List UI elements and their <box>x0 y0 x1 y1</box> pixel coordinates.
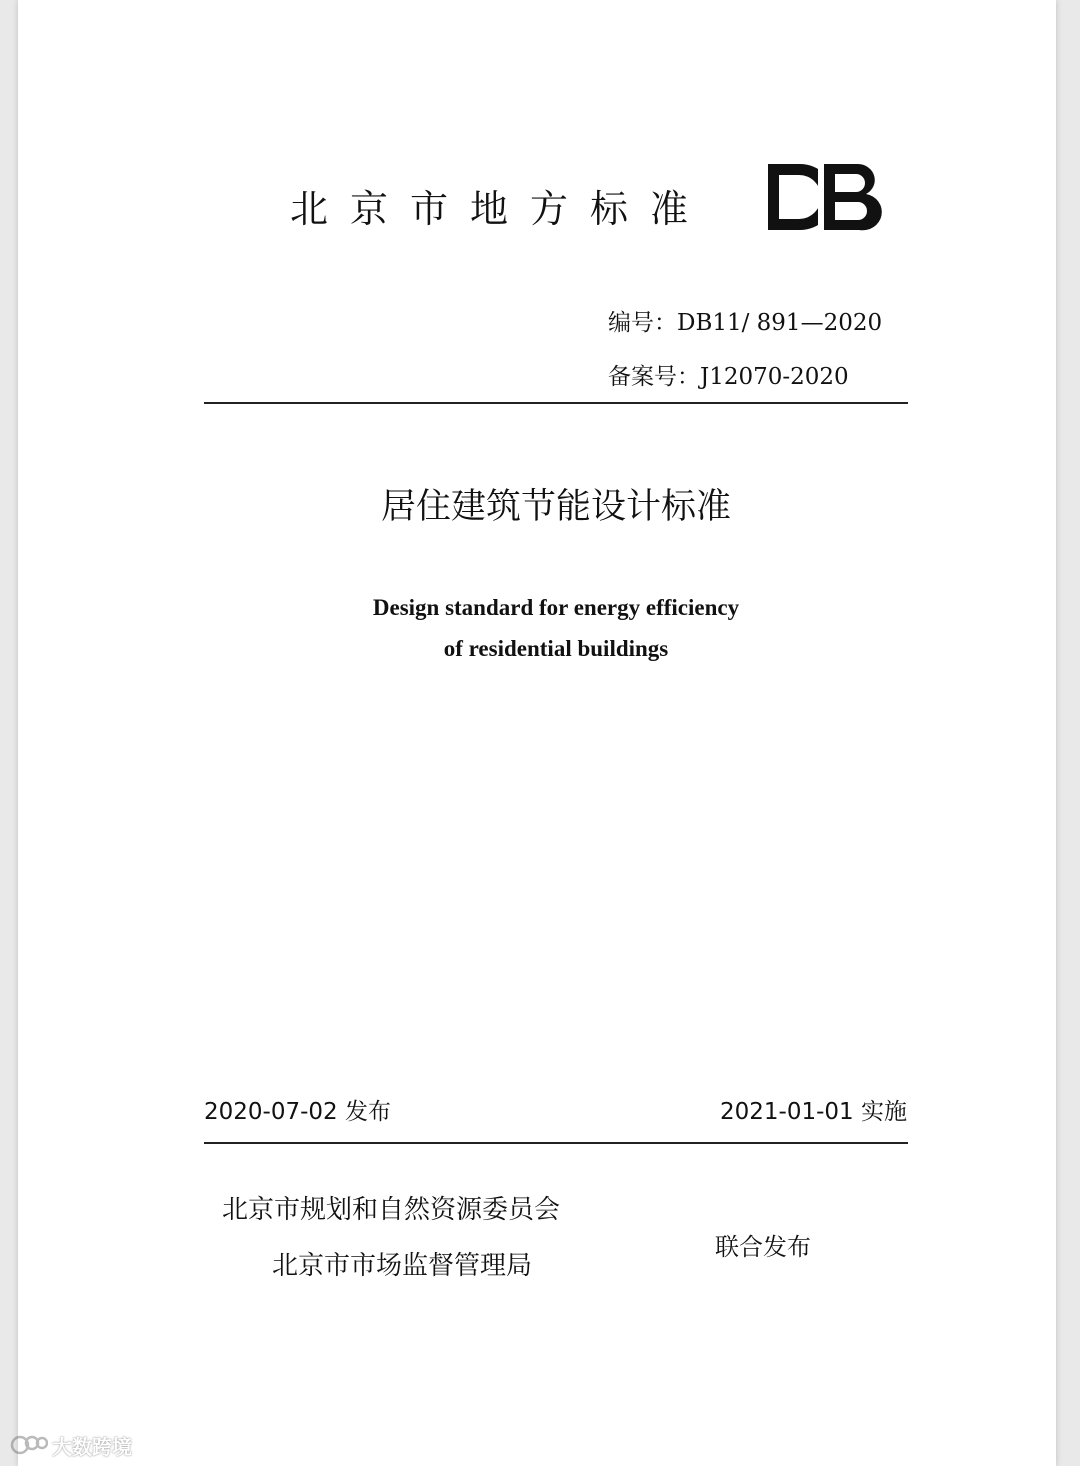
record-number <box>608 362 849 392</box>
issuer-market-regulation: 北京市市场监督管理局 <box>272 1251 533 1281</box>
document-title-english-line2: of residential buildings <box>443 636 669 661</box>
document-page <box>18 0 1056 1466</box>
bottom-divider <box>204 1142 908 1144</box>
record-number-value: J12070-2020 <box>700 364 849 390</box>
issue-date: 2020-07-02 发布 <box>204 1099 391 1125</box>
standard-code-label: 编号： <box>608 310 677 336</box>
standard-code <box>608 308 882 338</box>
db-logo-icon <box>766 160 890 234</box>
joint-release-label: 联合发布 <box>715 1233 811 1261</box>
watermark-logo-icon <box>10 1434 48 1456</box>
standard-type-heading: 北京市地方标准 <box>290 187 711 231</box>
document-title-english-line1: Design standard for energy efficiency <box>372 595 740 620</box>
watermark-text: 大数跨境 <box>52 1434 132 1459</box>
top-divider <box>204 402 908 404</box>
document-title-chinese: 居住建筑节能设计标准 <box>380 487 731 527</box>
issuer-planning-commission: 北京市规划和自然资源委员会 <box>222 1195 561 1225</box>
record-number-label: 备案号： <box>608 364 700 390</box>
standard-code-value: DB11/ 891—2020 <box>677 310 883 336</box>
watermark <box>10 1430 132 1460</box>
effective-date: 2021-01-01 实施 <box>720 1099 907 1125</box>
